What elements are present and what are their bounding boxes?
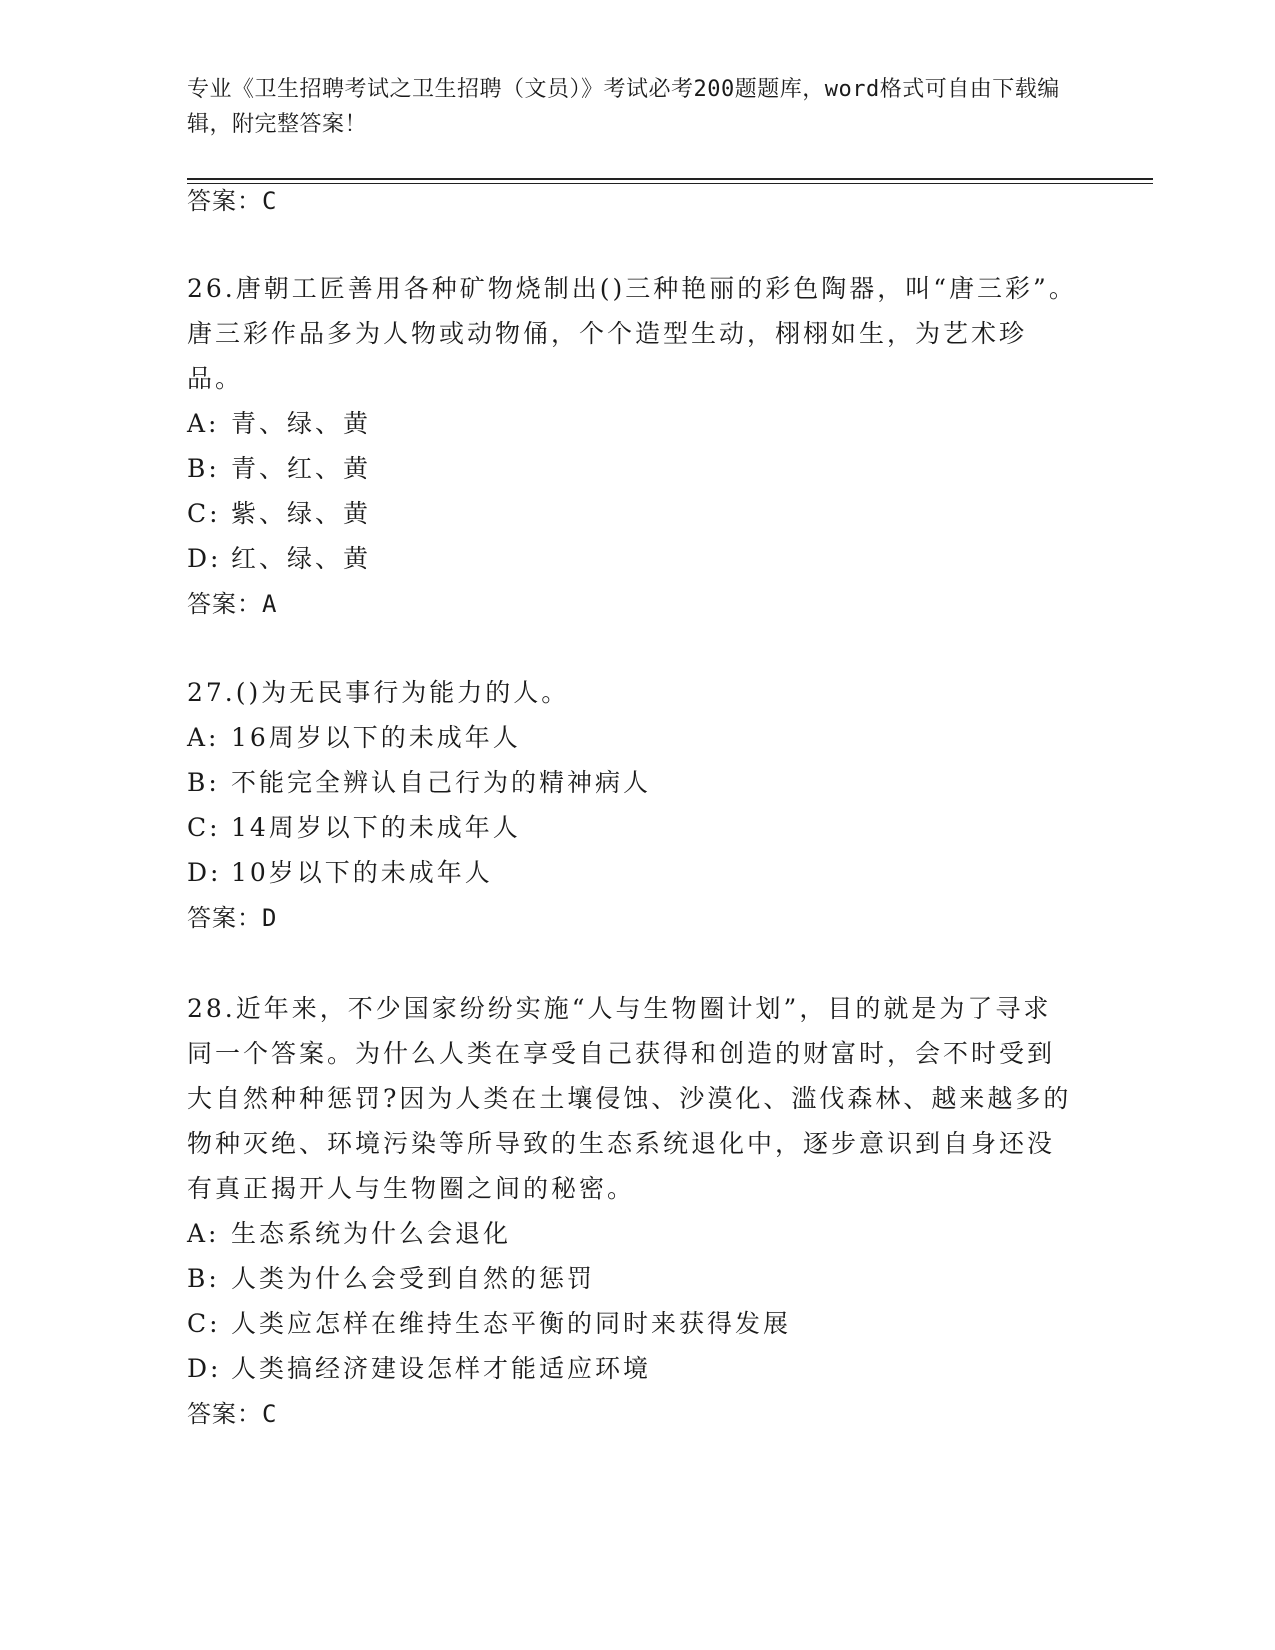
- option-d: [187, 850, 1077, 895]
- answer-line: 答案：D: [187, 904, 278, 932]
- option-key: D:: [187, 1354, 222, 1383]
- option-key: C:: [187, 499, 221, 528]
- option-text: 16周岁以下的未成年人: [231, 723, 521, 752]
- option-key: A:: [187, 1219, 220, 1248]
- option-text: 14周岁以下的未成年人: [231, 813, 521, 842]
- option-text: 人类为什么会受到自然的惩罚: [231, 1264, 596, 1293]
- question-27: [187, 670, 1077, 941]
- question-26: [187, 266, 1077, 627]
- option-text: 不能完全辨认自己行为的精神病人: [231, 768, 652, 797]
- option-key: C:: [187, 813, 221, 842]
- option-key: A:: [187, 723, 220, 752]
- option-a: [187, 715, 1077, 760]
- question-stem: 27.()为无民事行为能力的人。: [187, 678, 570, 707]
- option-text: 10岁以下的未成年人: [231, 858, 493, 887]
- question-stem: 26.唐朝工匠善用各种矿物烧制出()三种艳丽的彩色陶器，叫“唐三彩”。唐三彩作品多为人物或动物俑，个个造型生动，栩栩如生，为艺术珍品。: [187, 274, 1077, 393]
- document-header: 专业《卫生招聘考试之卫生招聘（文员）》考试必考200题题库，word格式可自由下载编辑，附完整答案！: [187, 77, 1060, 137]
- option-key: B:: [187, 768, 220, 797]
- option-a: [187, 401, 1077, 446]
- option-text: 红、绿、黄: [231, 544, 372, 573]
- option-d: [187, 536, 1077, 581]
- answer-line: 答案：A: [187, 590, 278, 618]
- answer-line: 答案：C: [187, 1400, 278, 1428]
- header-divider-thick: [187, 178, 1153, 180]
- option-key: C:: [187, 1309, 221, 1338]
- option-c: [187, 491, 1077, 536]
- option-text: 人类应怎样在维持生态平衡的同时来获得发展: [231, 1309, 792, 1338]
- option-key: D:: [187, 858, 222, 887]
- previous-answer: 答案：C: [187, 187, 278, 215]
- option-b: [187, 760, 1077, 805]
- option-a: [187, 1211, 1077, 1256]
- option-key: A:: [187, 409, 220, 438]
- option-key: B:: [187, 1264, 220, 1293]
- option-text: 青、红、黄: [231, 454, 372, 483]
- question-stem: 28.近年来，不少国家纷纷实施“人与生物圈计划”，目的就是为了寻求同一个答案。为什么人类在享受自己获得和创造的财富时，会不时受到大自然种种惩罚?因为人类在土壤侵蚀、沙漠化、滥伐森林、越来越多的物种灭绝、环境污染等所导致的生态系统退化中，逐步意识到自身还没有真正揭开人与生物圈之间的秘密。: [187, 994, 1072, 1203]
- option-text: 青、绿、黄: [231, 409, 372, 438]
- option-b: [187, 1256, 1077, 1301]
- header-divider-thin: [187, 183, 1153, 184]
- option-d: [187, 1346, 1077, 1391]
- option-text: 生态系统为什么会退化: [231, 1219, 512, 1248]
- option-key: D:: [187, 544, 222, 573]
- option-text: 人类搞经济建设怎样才能适应环境: [231, 1354, 652, 1383]
- option-text: 紫、绿、黄: [231, 499, 372, 528]
- option-c: [187, 1301, 1077, 1346]
- option-c: [187, 805, 1077, 850]
- option-key: B:: [187, 454, 220, 483]
- question-28: [187, 986, 1077, 1437]
- option-b: [187, 446, 1077, 491]
